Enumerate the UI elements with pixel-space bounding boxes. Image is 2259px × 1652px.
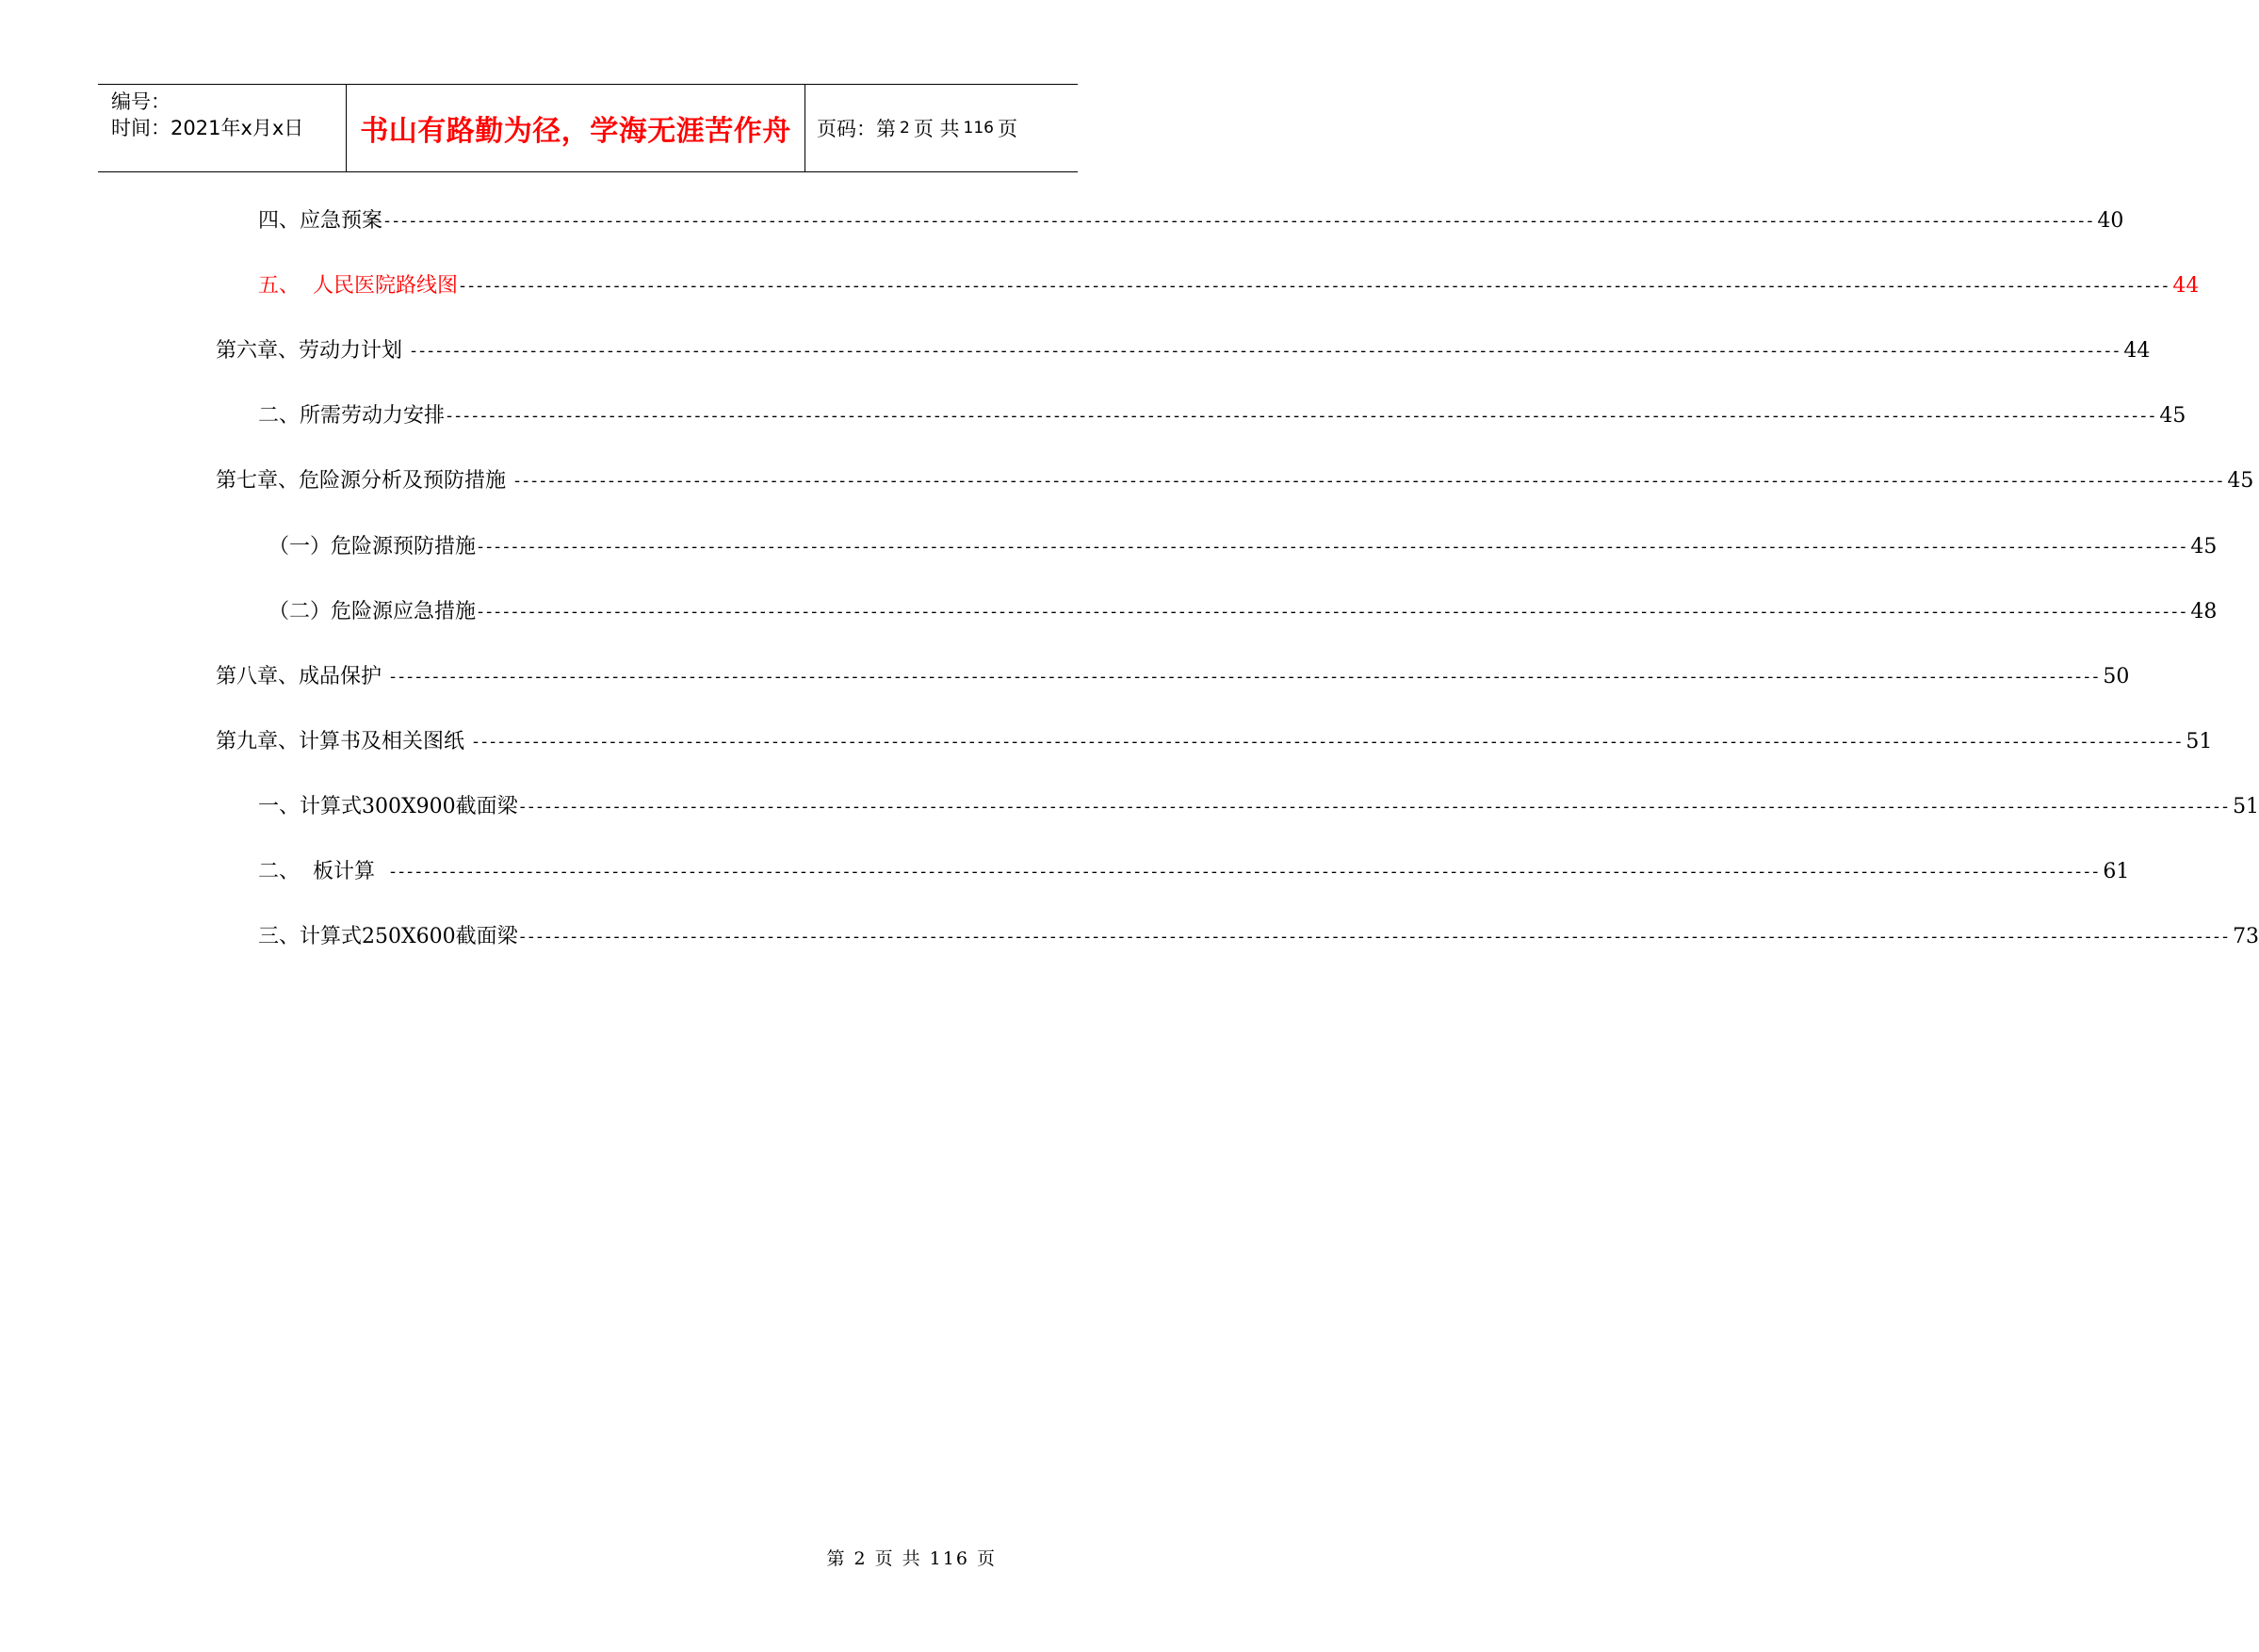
toc-entry-page: 44	[2172, 274, 2200, 298]
toc-entry[interactable]	[258, 852, 2130, 886]
header-meta	[98, 85, 347, 171]
toc-dot-leader: --------------------------------------------------------------------------------------------------------------------------------------------------------------------------------------------------------	[460, 276, 2171, 296]
toc-entry[interactable]	[216, 657, 2130, 691]
toc-dot-leader: --------------------------------------------------------------------------------------------------------------------------------------------------------------------------------------------------------	[447, 406, 2158, 426]
toc-entry[interactable]	[258, 787, 2259, 821]
toc-entry[interactable]	[216, 332, 2151, 365]
toc-entry-title: 第六章、劳动力计划	[216, 339, 409, 363]
toc-dot-leader: --------------------------------------------------------------------------------------------------------------------------------------------------------------------------------------------------------	[390, 667, 2102, 687]
toc-entry-page: 51	[2186, 730, 2213, 753]
toc-entry-page: 50	[2103, 665, 2130, 688]
document-date: 时间：2021年x月x日	[111, 117, 304, 139]
page-header	[98, 84, 1078, 172]
toc-dot-leader: --------------------------------------------------------------------------------------------------------------------------------------------------------------------------------------------------------	[519, 797, 2232, 817]
toc-dot-leader: --------------------------------------------------------------------------------------------------------------------------------------------------------------------------------------------------------	[478, 537, 2189, 557]
toc-entry[interactable]	[258, 397, 2186, 430]
toc-entry[interactable]	[216, 722, 2213, 756]
toc-entry[interactable]	[258, 267, 2200, 300]
toc-entry-page: 48	[2190, 600, 2218, 624]
toc-entry-title: （一）危险源预防措施	[268, 535, 477, 559]
toc-entry-page: 40	[2097, 209, 2124, 233]
toc-entry-title: 三、计算式250X600截面梁	[258, 925, 518, 948]
toc-entry-title: 第七章、危险源分析及预防措施	[216, 469, 512, 493]
toc-entry-title: 第九章、计算书及相关图纸	[216, 730, 471, 753]
toc-dot-leader: --------------------------------------------------------------------------------------------------------------------------------------------------------------------------------------------------------	[384, 211, 2096, 231]
toc-dot-leader: --------------------------------------------------------------------------------------------------------------------------------------------------------------------------------------------------------	[411, 341, 2122, 361]
header-motto: 书山有路勤为径，学海无涯苦作舟	[347, 85, 805, 171]
page-suffix: 页	[997, 118, 1017, 140]
toc-entry-page: 45	[2159, 404, 2186, 428]
toc-entry-page: 61	[2103, 860, 2130, 883]
toc-entry-page: 73	[2233, 925, 2259, 948]
toc-entry-title: 四、应急预案	[258, 209, 383, 233]
toc-entry-page: 45	[2227, 469, 2254, 493]
toc-dot-leader: --------------------------------------------------------------------------------------------------------------------------------------------------------------------------------------------------------	[473, 732, 2185, 752]
toc-entry[interactable]	[216, 462, 2254, 495]
toc-entry-title: （二）危险源应急措施	[268, 600, 477, 624]
toc-entry-title: 第八章、成品保护	[216, 665, 388, 688]
header-page-info	[805, 85, 1078, 171]
toc-entry-title: 二、所需劳动力安排	[258, 404, 446, 428]
toc-entry-title: 一、计算式300X900截面梁	[258, 795, 518, 818]
toc-entry[interactable]	[258, 202, 2124, 235]
toc-entry-page: 44	[2123, 339, 2151, 363]
page-current: 2	[900, 119, 910, 138]
page-mid: 页 共	[913, 118, 960, 140]
toc-entry[interactable]	[268, 527, 2218, 561]
toc-dot-leader: --------------------------------------------------------------------------------------------------------------------------------------------------------------------------------------------------------	[519, 927, 2232, 947]
page-total: 116	[963, 119, 994, 138]
page-footer: 第 2 页 共 116 页	[826, 1548, 997, 1569]
toc-dot-leader: --------------------------------------------------------------------------------------------------------------------------------------------------------------------------------------------------------	[389, 862, 2102, 882]
toc-entry-title: 五、 人民医院路线图	[258, 274, 458, 298]
toc-entry[interactable]	[268, 592, 2218, 626]
toc-entry-page: 45	[2190, 535, 2218, 559]
toc-entry-title: 二、 板计算	[258, 860, 388, 883]
document-number-label: 编号：	[111, 90, 171, 113]
page-prefix: 页码：第	[817, 118, 896, 140]
toc-entry-page: 51	[2233, 795, 2259, 818]
toc-entry[interactable]	[258, 917, 2259, 951]
toc-dot-leader: --------------------------------------------------------------------------------------------------------------------------------------------------------------------------------------------------------	[514, 471, 2226, 491]
toc-dot-leader: --------------------------------------------------------------------------------------------------------------------------------------------------------------------------------------------------------	[478, 602, 2189, 622]
